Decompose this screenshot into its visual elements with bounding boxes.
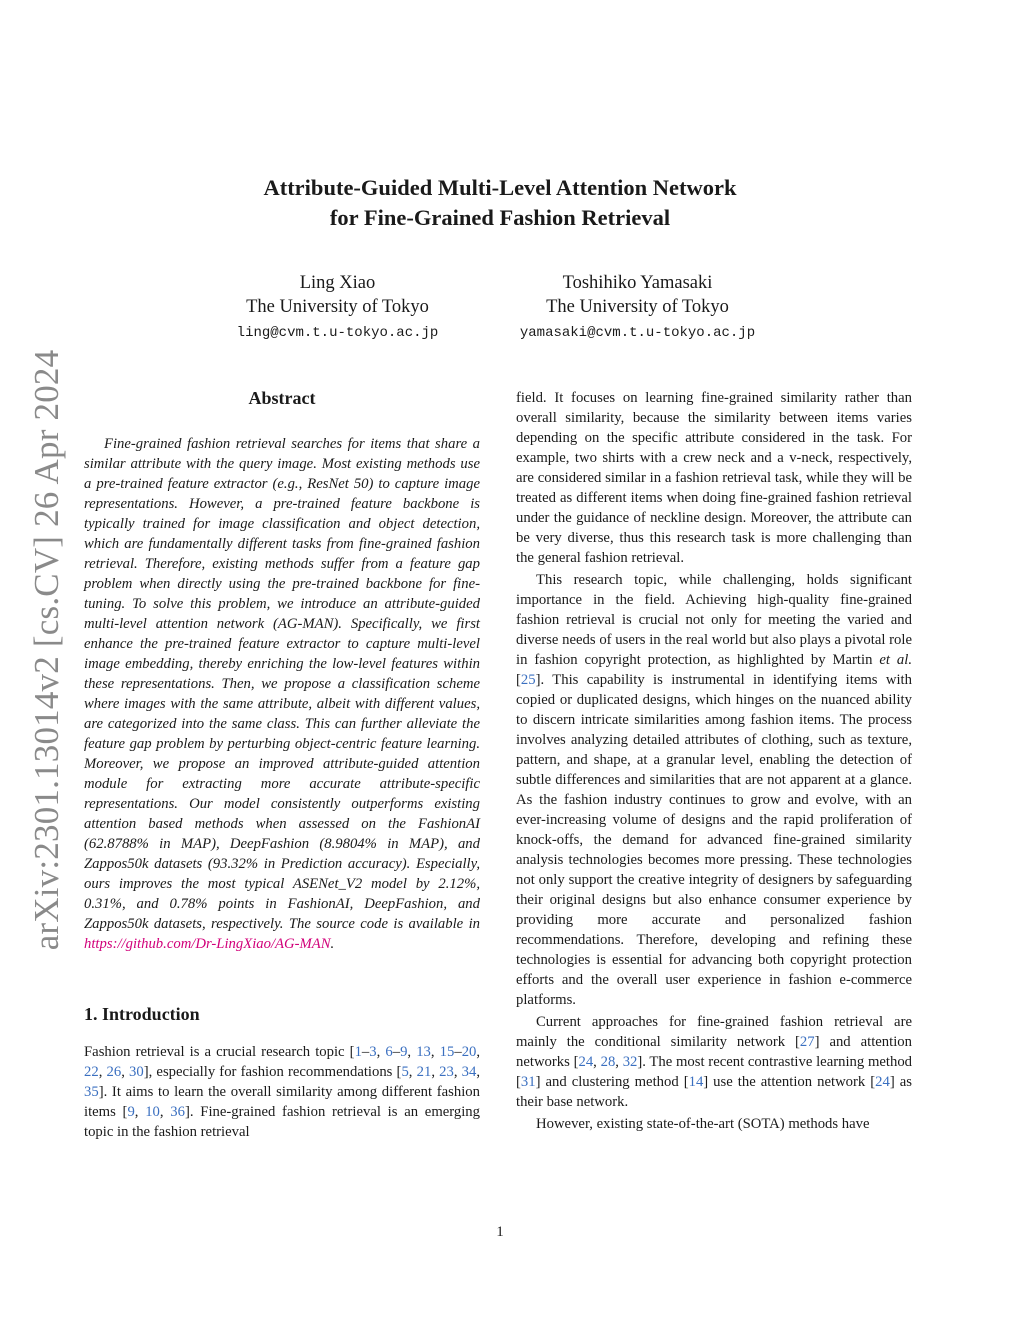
text-run: , xyxy=(615,1054,623,1070)
text-run: Current approaches for fine-grained fashion retrieval are mainly the conditional similarity network [ xyxy=(516,1014,912,1050)
title-line-1: Attribute-Guided Multi-Level Attention Network xyxy=(263,175,737,200)
intro-paragraph-1 xyxy=(84,1042,480,1142)
citation-link[interactable]: 24 xyxy=(578,1054,594,1070)
text-run: , xyxy=(453,1064,462,1080)
text-run: , xyxy=(476,1064,481,1080)
citation-link[interactable]: 26 xyxy=(106,1064,122,1080)
citation-link[interactable]: 9 xyxy=(400,1044,408,1060)
citation-link[interactable]: 20 xyxy=(461,1044,477,1060)
text-run: , xyxy=(134,1104,146,1120)
citation-link[interactable]: 3 xyxy=(369,1044,377,1060)
right-paragraph-4: However, existing state-of-the-art (SOTA) methods have xyxy=(536,1116,870,1132)
right-column xyxy=(516,388,912,1134)
section-heading-introduction: 1. Introduction xyxy=(84,1004,200,1024)
citation-link[interactable]: 14 xyxy=(688,1074,704,1090)
text-run: – xyxy=(392,1044,401,1060)
right-paragraph-3 xyxy=(516,1012,912,1112)
citation-link[interactable]: 23 xyxy=(439,1064,454,1080)
arxiv-identifier: arXiv:2301.13014v2 [cs.CV] 26 Apr 2024 xyxy=(27,349,66,951)
p2-text-a: This research topic, while challenging, holds significant importance in the field. Achieving high-quality fine-grained fashion retrieval is crucial not only for meeting the varied and diverse needs of users in the real world but also plays a pivotal role in fashion copyright protection, as highlighted by Martin xyxy=(516,572,912,668)
citation-link[interactable]: 6 xyxy=(385,1044,393,1060)
author-affiliation: The University of Tokyo xyxy=(546,297,729,317)
text-run: , xyxy=(159,1104,171,1120)
citation-link[interactable]: 5 xyxy=(401,1064,409,1080)
text-run: , xyxy=(593,1054,601,1070)
citation-link[interactable]: 36 xyxy=(170,1104,185,1120)
citation-link[interactable]: 25 xyxy=(520,672,536,688)
author-name: Ling Xiao xyxy=(299,273,376,293)
title-line-2: for Fine-Grained Fashion Retrieval xyxy=(329,205,671,230)
text-run: Fashion retrieval is a crucial research topic [ xyxy=(84,1044,355,1060)
citation-link[interactable]: 21 xyxy=(416,1064,432,1080)
citation-link[interactable]: 35 xyxy=(84,1084,99,1100)
text-run: ] as their base network. xyxy=(516,1074,912,1110)
abstract-heading: Abstract xyxy=(248,388,316,408)
text-run: ]. The most recent contrastive learning method [ xyxy=(516,1054,913,1090)
source-code-link[interactable]: https://github.com/Dr-LingXiao/AG-MAN xyxy=(84,936,331,952)
abstract-text xyxy=(84,434,480,954)
citation-link[interactable]: 28 xyxy=(600,1054,616,1070)
p2-text-b: This capability is instrumental in identifying items with copied or duplicated designs, which hinges on the nuanced ability to discern intricate similarities among fashion items. The process involves analyzing detailed attributes of clothing, such as texture, pattern, and shape, at a granular level, enabling the detection of subtle differences and similarities that are not apparent at a glance. As the fashion industry continues to grow and evolve, with an ever-increasing volume of designs and the rapid proliferation of knock-offs, the demand for advanced fine-grained similarity analysis technologies becomes more pressing. These technologies not only support the creative integrity of designers by safeguarding their original designs but also enhance consumer experience by providing more accurate and personalized fashion recommendations. Therefore, developing and refining these technologies is essential for advancing both copyright protection efforts and the overall user experience in fashion e-commerce platforms. xyxy=(516,672,912,1008)
text-run: , xyxy=(431,1064,440,1080)
author-block-1 xyxy=(230,271,445,345)
text-run: , xyxy=(407,1044,417,1060)
text-run: , xyxy=(121,1064,130,1080)
author-email: yamasaki@cvm.t.u-tokyo.ac.jp xyxy=(519,325,756,341)
text-run: ] and attention networks [ xyxy=(516,1034,912,1070)
citation-link[interactable]: 13 xyxy=(416,1044,431,1060)
author-block-2 xyxy=(505,271,770,345)
text-run: , xyxy=(376,1044,386,1060)
text-run: – xyxy=(361,1044,370,1060)
right-paragraph-1: field. It focuses on learning fine-grained similarity rather than overall similarity, because the similarity between items varies depending on the specific attribute considered in the task. For example, two shirts with a crew neck and a v-neck, respectively, are considered similar in a fashion retrieval task, while they will be treated as different items when doing fine-grained fashion retrieval under the guidance of neckline design. Moreover, the attribute can be very diverse, thus this research task is more challenging than the general fashion retrieval. xyxy=(516,390,912,566)
text-run: , xyxy=(98,1064,107,1080)
text-run: ]. It aims to learn the overall similarity among different fashion items [ xyxy=(84,1084,480,1120)
citation-link[interactable]: 34 xyxy=(461,1064,477,1080)
author-email: ling@cvm.t.u-tokyo.ac.jp xyxy=(236,325,439,341)
citation-link[interactable]: 32 xyxy=(622,1054,638,1070)
page-number: 1 xyxy=(496,1224,504,1240)
p2-etal: et al. xyxy=(879,652,912,668)
left-column xyxy=(84,380,480,1142)
text-run: ] use the attention network [ xyxy=(703,1074,876,1090)
citation-link[interactable]: 9 xyxy=(127,1104,135,1120)
abstract-body: Fine-grained fashion retrieval searches for items that share a similar attribute with the query image. Most existing methods use a pre-trained feature extractor (e.g., ResNet 50) to capture image representations. However, a pre-trained feature backbone is typically trained for image classification and object detection, which are fundamentally different tasks from fine-grained fashion retrieval. Therefore, existing methods suffer from a feature gap problem when directly using the pre-trained backbone for fine-tuning. To solve this problem, we introduce an attribute-guided multi-level attention network (AG-MAN). Specifically, we first enhance the pre-trained feature extractor to capture multi-level image embedding, thereby enriching the low-level features within these representations. Then, we propose a classification scheme where images with the same attribute, albeit with different values, are categorized into the same class. This can further alleviate the feature gap problem by perturbing object-centric feature learning. Moreover, we propose an improved attribute-guided attention module for extracting more accurate attribute-specific representations. Our model consistently outperforms existing attention based methods when assessed on the FashionAI (62.8788% in MAP), DeepFashion (8.9804% in MAP), and Zappos50k datasets (93.32% in Prediction accuracy). Especially, ours improves the most typical ASENet_V2 model by 2.12%, 0.31%, and 0.78% points in FashionAI, DeepFashion, and Zappos50k datasets, respectively. The source code is available in xyxy=(84,436,480,932)
citation-link[interactable]: 1 xyxy=(354,1044,362,1060)
text-run: , xyxy=(476,1044,481,1060)
citation-link[interactable]: 10 xyxy=(145,1104,160,1120)
text-run: – xyxy=(454,1044,462,1060)
citation-link[interactable]: 24 xyxy=(875,1074,890,1090)
citation-link[interactable]: 15 xyxy=(439,1044,455,1060)
text-run: ], especially for fashion recommendations [ xyxy=(143,1064,402,1080)
author-affiliation: The University of Tokyo xyxy=(246,297,429,317)
text-run: ]. Fine-grained fashion retrieval is an emerging topic in the fashion retrieval xyxy=(84,1104,480,1140)
abstract-end: . xyxy=(330,936,335,952)
right-paragraph-2: This research topic, while challenging, holds significant importance in the field. Achieving high-quality fine-grained fashion retrieval is crucial not only for meeting the varied and diverse needs of users in the real world but also plays a pivotal role in fashion copyright protection, as highlighted by Martin et al. [25]. This capability is instrumental in identifying items with copied or duplicated designs, which hinges on the nuanced ability to discern intricate similarities among fashion items. The process involves analyzing detailed attributes of clothing, such as texture, pattern, and shape, at a granular level, enabling the detection of subtle differences and similarities that are not apparent at a glance. As the fashion industry continues to grow and evolve, with an ever-increasing volume of designs and the rapid proliferation of knock-offs, the demand for advanced fine-grained similarity analysis technologies becomes more pressing. These technologies not only support the creative integrity of designers by safeguarding their original designs but also enhance consumer experience by providing more accurate and personalized fashion recommendations. Therefore, developing and refining these technologies is essential for advancing both copyright protection efforts and the overall user experience in fashion e-commerce platforms. xyxy=(516,572,912,1008)
text-run: ] and clustering method [ xyxy=(535,1074,689,1090)
text-run: , xyxy=(408,1064,417,1080)
text-run: , xyxy=(430,1044,440,1060)
paper-title xyxy=(0,173,1000,233)
author-name: Toshihiko Yamasaki xyxy=(562,273,713,293)
citation-link[interactable]: 27 xyxy=(799,1034,815,1050)
citation-link[interactable]: 22 xyxy=(84,1064,99,1080)
citation-link[interactable]: 31 xyxy=(520,1074,536,1090)
citation-link[interactable]: 30 xyxy=(129,1064,144,1080)
